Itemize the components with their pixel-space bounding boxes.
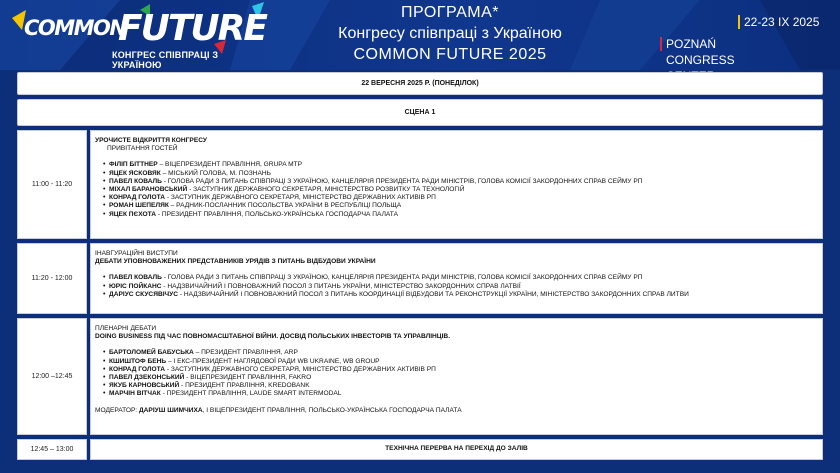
- session-body: [90, 130, 823, 239]
- speaker-item: • ФІЛІП БІТТНЕР – ВІЦЕПРЕЗИДЕНТ ПРАВЛІННЯ, GRUPA MTP: [103, 161, 818, 169]
- event-venue-row: [660, 36, 762, 67]
- speaker-item: • ПАВЕЛ КОВАЛЬ - ГОЛОВА РАДИ З ПИТАНЬ СПІВПРАЦІ З УКРАЇНОЮ, КАНЦЕЛЯРІЯ ПРЕЗИДЕНТА РАДИ МІНІСТРІВ, ГОЛОВА КОМІСІЇ ЗАКОРДОННИХ СПРАВ СЕЙМУ РП: [103, 178, 818, 186]
- speaker-list: [95, 274, 818, 299]
- speaker-item: • ПАВЕЛ КОВАЛЬ - ГОЛОВА РАДИ З ПИТАНЬ СПІВПРАЦІ З УКРАЇНОЮ, КАНЦЕЛЯРІЯ ПРЕЗИДЕНТА РАДИ МІНІСТРІВ, ГОЛОВА КОМІСІЇ ЗАКОРДОННИХ СПРАВ СЕЙМУ РП: [103, 274, 818, 282]
- speaker-item: • ПАВЕЛ ДЗЕКОНСЬКИЙ - ВІЦЕПРЕЗИДЕНТ ПРАВЛІННЯ, FAKRO: [103, 374, 818, 382]
- session-row: [17, 439, 823, 460]
- session-time: 11:00 - 11:20: [17, 130, 87, 239]
- header-banner: [0, 0, 840, 70]
- speaker-item: • РОМАН ШЕПЕЛЯК – РАДНИК-ПОСЛАННИК ПОСОЛЬСТВА УКРАЇНИ В РЕСПУБЛІЦІ ПОЛЬЩА: [103, 202, 818, 210]
- session-time: 12:00 –12:45: [17, 318, 87, 435]
- speaker-item: • КШИШТОФ БЕНЬ – І ЕКС-ПРЕЗИДЕНТ НАГЛЯДОВОЇ РАДИ WB UKRAINE, WB GROUP: [103, 358, 818, 366]
- session-title: DOING BUSINESS ПІД ЧАС ПОВНОМАСШТАБНОЇ ВІЙНИ. ДОСВІД ПОЛЬСЬКИХ ІНВЕСТОРІВ ТА УПРАВЛІНЦІВ.: [95, 333, 451, 341]
- speaker-item: • БАРТОЛОМЕЙ БАБУСЬКА – ПРЕЗИДЕНТ ПРАВЛІННЯ, ARP: [103, 349, 818, 357]
- event-venue: POZNAŃ CONGRESS: [666, 37, 735, 67]
- speaker-item: • ЮРІС ПОЙКАНС - НАДЗВИЧАЙНИЙ І ПОВНОВАЖНИЙ ПОСОЛ З ПИТАНЬ УКРАЇНИ, МІНІСТЕРСТВО ЗАКОРДОННИХ СПРАВ ЛАТВІЇ: [103, 283, 818, 291]
- title-program: ПРОГРАМА*: [401, 4, 499, 21]
- speaker-item: • ЯЦЕК ПЄХОТА - ПРЕЗИДЕНТ ПРАВЛІННЯ, ПОЛЬСЬКО-УКРАЇНСЬКА ГОСПОДАРЧА ПАЛАТА: [103, 211, 818, 219]
- speaker-item: • ЯЦЕК ЯСКОВЯК – МІСЬКИЙ ГОЛОВА, М. ПОЗНАНЬ: [103, 170, 818, 178]
- day-label: 22 ВЕРЕСНЯ 2025 Р. (ПОНЕДІЛОК): [17, 72, 823, 95]
- congress-logo: [18, 6, 266, 70]
- session-subtitle: ПРИВІТАННЯ ГОСТЕЙ: [107, 145, 178, 153]
- yellow-bar-icon: [738, 15, 740, 29]
- speaker-item: • МАРЧІН ВІТЧАК - ПРЕЗИДЕНТ ПРАВЛІННЯ, LAUDE SMART INTERMODAL: [103, 390, 818, 398]
- session-row: [17, 318, 823, 435]
- speaker-list: [95, 349, 818, 398]
- session-body: [90, 243, 823, 314]
- speaker-item: • ДАРІУС СКУСЯВІЧУС - НАДЗВИЧАЙНИЙ І ПОВНОВАЖНИЙ ПОСОЛ З ПИТАНЬ КООРДИНАЦІЇ ВІДБУДОВИ ТА РЕКОНСТРУКЦІЇ УКРАЇНИ, МІНІСТЕРСТВО ЗАКОРДОННИХ СПРАВ ЛИТВИ: [103, 291, 818, 299]
- speaker-list: [95, 161, 818, 218]
- title-event-name: COMMON FUTURE 2025: [353, 46, 547, 63]
- program-title: [300, 3, 600, 65]
- speaker-item: • КОНРАД ГОЛОТА - ЗАСТУПНИК ДЕРЖАВНОГО СЕКРЕТАРЯ, МІНІСТЕРСТВО ДЕРЖАВНИХ АКТИВІВ РП: [103, 194, 818, 202]
- session-title: УРОЧИСТЕ ВІДКРИТТЯ КОНГРЕСУ: [95, 137, 207, 144]
- session-label: ІНАВГУРАЦІЙНІ ВИСТУПИ: [95, 250, 178, 257]
- logo-subtitle: КОНГРЕС СПІВПРАЦІ З УКРАЇНОЮ: [112, 50, 219, 70]
- session-row: [17, 243, 823, 314]
- session-body: [90, 318, 823, 435]
- event-dates: 22-23 IX 2025: [744, 15, 820, 29]
- session-time: 12:45 – 13:00: [17, 439, 87, 460]
- session-label: ПЛЕНАРНІ ДЕБАТИ: [95, 325, 157, 332]
- logo-future-text: FUTURE: [118, 8, 266, 49]
- session-moderator: МОДЕРАТОР: ДАРІУШ ШИМЧИХА, І ВІЦЕПРЕЗИДЕНТ ПРАВЛІННЯ, ПОЛЬСЬКО-УКРАЇНСЬКА ГОСПОДАРЧА ПАЛАТА: [95, 406, 462, 414]
- session-row: [17, 130, 823, 239]
- speaker-item: • МІХАЛ БАРАНОВСЬКИЙ - ЗАСТУПНИК ДЕРЖАВНОГО СЕКРЕТАРЯ, МІНІСТЕРСТВО РОЗВИТКУ ТА ТЕХНОЛОГІЙ: [103, 186, 818, 194]
- logo-common-text: COMMON: [24, 16, 126, 40]
- event-dates-row: [738, 14, 840, 36]
- session-title: ДЕБАТИ УПОВНОВАЖЕНИХ ПРЕДСТАВНИКІВ УРЯДІВ З ПИТАНЬ ВІДБУДОВИ УКРАЇНИ: [95, 258, 376, 266]
- program-content: [17, 72, 823, 460]
- stage-label: СЦЕНА 1: [17, 99, 823, 126]
- title-congress: Конгресу співпраці з Україною: [338, 25, 562, 42]
- session-time: 11:20 - 12:00: [17, 243, 87, 314]
- speaker-item: • ЯКУБ КАРНОВСЬКИЙ - ПРЕЗИДЕНТ ПРАВЛІННЯ, KREDOBANK: [103, 382, 818, 390]
- session-title: ТЕХНІЧНА ПЕРЕРВА НА ПЕРЕХІД ДО ЗАЛІВ: [90, 439, 823, 460]
- event-info: [666, 14, 840, 67]
- red-bar-icon: [660, 37, 662, 51]
- speaker-item: • КОНРАД ГОЛОТА - ЗАСТУПНИК ДЕРЖАВНОГО СЕКРЕТАРЯ, МІНІСТЕРСТВО ДЕРЖАВНИХ АКТИВІВ РП: [103, 366, 818, 374]
